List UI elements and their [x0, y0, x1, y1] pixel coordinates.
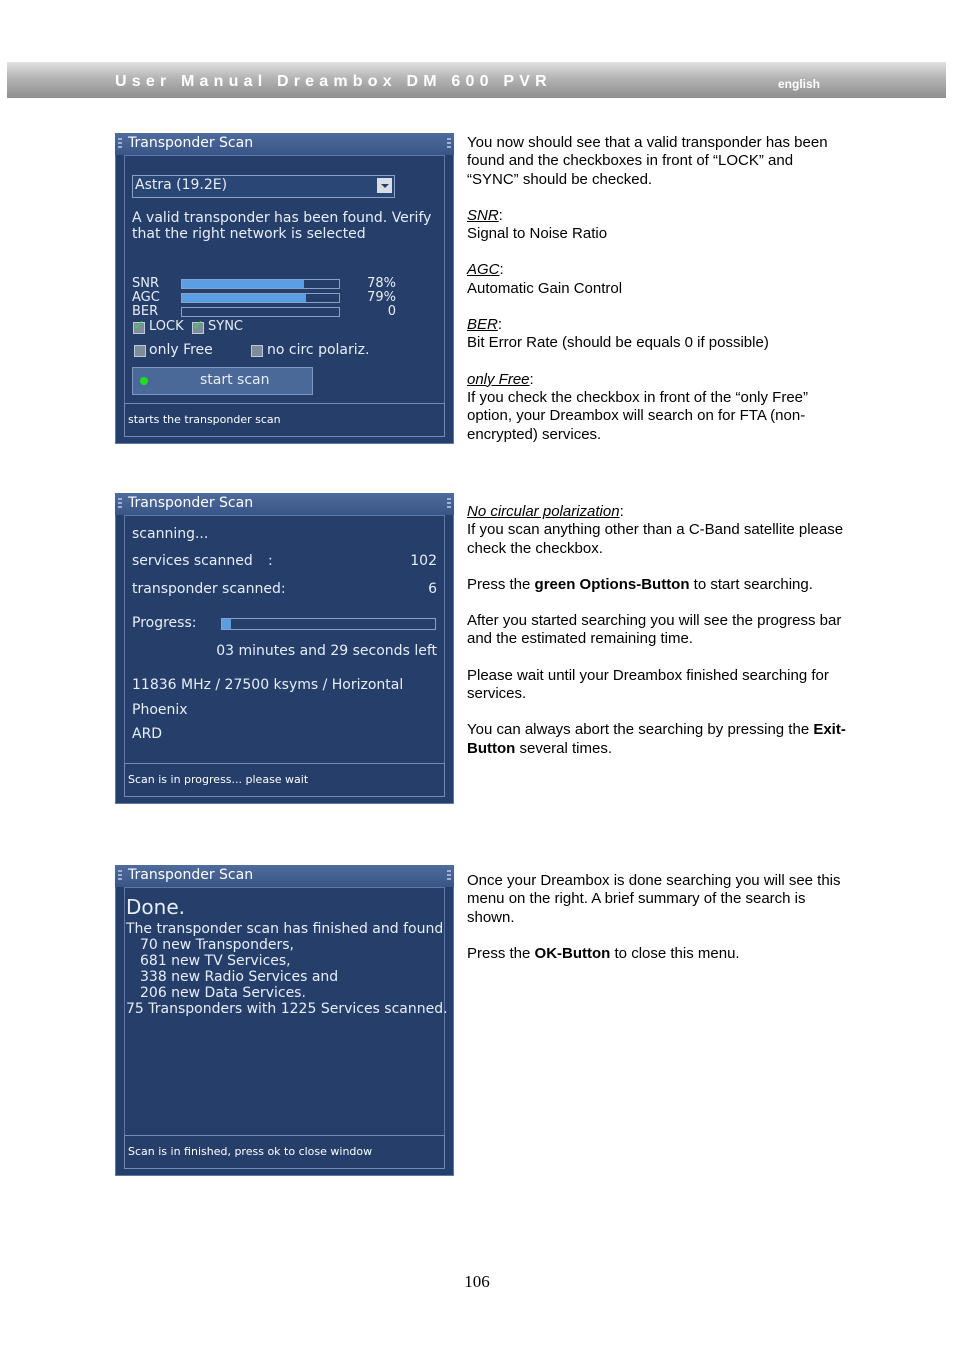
grip-icon — [447, 498, 451, 510]
status-text: starts the transponder scan — [128, 413, 281, 426]
paragraph: Press the OK-Button to close this menu. — [467, 944, 740, 962]
window-title: Transponder Scan — [128, 495, 254, 511]
services-scanned-value: 102 — [410, 553, 437, 569]
grip-icon — [118, 138, 122, 150]
status-text: Scan is in finished, press ok to close window — [128, 1145, 373, 1158]
ber-value: 0 — [387, 304, 396, 319]
paragraph: You can always abort the searching by pressing the Exit-Button several times. — [467, 721, 846, 757]
status-bar — [124, 1135, 445, 1169]
start-scan-button[interactable] — [132, 367, 313, 395]
channel-name: Phoenix — [132, 702, 188, 718]
ber-bar — [181, 307, 340, 317]
summary-line: 681 new TV Services, — [140, 953, 291, 969]
no-circ-polariz-checkbox[interactable] — [251, 345, 263, 357]
transponder-scanned-value: 6 — [428, 581, 437, 597]
window-titlebar — [115, 493, 454, 515]
window-titlebar — [115, 133, 454, 155]
paragraph: If you scan anything other than a C-Band satellite please check the checkbox. — [467, 521, 844, 557]
satellite-value: Astra (19.2E) — [135, 177, 228, 193]
screenshot-transponder-scan-found — [115, 133, 454, 444]
paragraph: Automatic Gain Control — [467, 279, 623, 297]
agc-bar-fill — [182, 294, 306, 302]
no-circ-term: No circular polarization — [467, 503, 620, 520]
agc-bar — [181, 293, 340, 303]
progress-label: Progress: — [132, 615, 197, 631]
no-circ-polariz-label: no circ polariz. — [267, 342, 370, 358]
paragraph: After you started searching you will see the progress bar and the estimated remaining time. — [467, 612, 842, 648]
lock-checkbox[interactable] — [133, 322, 145, 334]
agc-label: AGC — [132, 290, 160, 305]
paragraph: Signal to Noise Ratio — [467, 225, 608, 243]
grip-icon — [447, 870, 451, 882]
summary-line: 75 Transponders with 1225 Services scanned. — [126, 1001, 448, 1017]
snr-bar-fill — [182, 280, 304, 288]
header-language: english — [778, 77, 821, 91]
agc-term: AGC — [467, 261, 500, 279]
window-titlebar — [115, 865, 454, 887]
sync-checkbox[interactable] — [192, 322, 204, 334]
sync-label: SYNC — [208, 319, 243, 334]
services-separator: : — [268, 553, 273, 569]
scanning-text: scanning... — [132, 526, 209, 542]
paragraph: Press the green Options-Button to start searching. — [467, 575, 813, 593]
snr-value: 78% — [367, 276, 396, 291]
lock-label: LOCK — [149, 319, 184, 334]
message-line: that the right network is selected — [132, 226, 366, 242]
status-bar — [124, 763, 445, 797]
grip-icon — [118, 870, 122, 882]
green-button-icon — [140, 377, 148, 385]
header-title: User Manual Dreambox DM 600 PVR — [115, 73, 552, 90]
start-scan-label: start scan — [200, 372, 270, 388]
progress-bar — [221, 618, 436, 630]
time-left: 03 minutes and 29 seconds left — [216, 643, 437, 659]
progress-bar-fill — [222, 619, 231, 629]
status-bar — [124, 403, 445, 437]
satellite-dropdown[interactable] — [132, 175, 395, 198]
snr-bar — [181, 279, 340, 289]
page-header — [7, 62, 946, 98]
grip-icon — [447, 138, 451, 150]
grip-icon — [118, 498, 122, 510]
window-title: Transponder Scan — [128, 135, 254, 151]
services-scanned-label: services scanned — [132, 553, 253, 569]
ber-label: BER — [132, 304, 159, 319]
text-block-3 — [467, 872, 847, 963]
message-line: A valid transponder has been found. Verify — [132, 210, 432, 226]
channel-name: ARD — [132, 726, 163, 742]
only-free-label: only Free — [149, 342, 213, 358]
text-block-2: No circular polarization: If you scan anything other than a C-Band satellite please check the checkbox. Press the green Options-Button to start searching. After you started searching you will see the progress bar and the estimated remaining time. Please wait until your Dreambox finished searching for services. You can always abort the searching by pressing the Exit-Button several times. — [467, 503, 846, 757]
page-number: 106 — [464, 1272, 490, 1291]
frequency-info: 11836 MHz / 27500 ksyms / Horizontal — [132, 677, 404, 693]
text-block-1: You now should see that a valid transponder has been found and the checkboxes in front of “LOCK” and “SYNC” should be checked. SNR: Signal to Noise Ratio AGC: Automatic Gain Control BER: Bit Error Rate (should be equals 0 if possible) only Free: If you check the checkbox in front of the “only Free” option, your Dreambox will search on for FTA (non-encrypted) services. — [467, 134, 847, 444]
only-free-checkbox[interactable] — [134, 345, 146, 357]
window-title: Transponder Scan — [128, 867, 254, 883]
summary-line: 70 new Transponders, — [140, 937, 294, 953]
transponder-scanned-label: transponder scanned: — [132, 581, 286, 597]
paragraph: Bit Error Rate (should be equals 0 if possible) — [467, 334, 769, 352]
paragraph: Once your Dreambox is done searching you will see this menu on the right. A brief summary of the search is shown. — [467, 872, 841, 926]
paragraph: If you check the checkbox in front of the “only Free” option, your Dreambox will search on for FTA (non-encrypted) services. — [467, 388, 809, 443]
chevron-down-icon[interactable] — [377, 178, 392, 193]
agc-value: 79% — [367, 290, 396, 305]
done-heading: Done. — [126, 895, 185, 919]
summary-line: 338 new Radio Services and — [140, 969, 339, 985]
paragraph: Please wait until your Dreambox finished searching for services. — [467, 666, 829, 703]
summary-line: 206 new Data Services. — [140, 985, 306, 1001]
ber-term: BER — [467, 316, 498, 334]
paragraph: You now should see that a valid transponder has been found and the checkboxes in front of “LOCK” and “SYNC” should be checked. — [467, 134, 828, 188]
status-text: Scan is in progress... please wait — [128, 773, 309, 786]
snr-label: SNR — [132, 276, 160, 291]
screenshot-transponder-scan-done — [115, 865, 454, 1176]
summary-line: The transponder scan has finished and found — [126, 921, 444, 937]
snr-term: SNR — [467, 206, 499, 224]
only-free-term: only Free — [467, 370, 530, 388]
screenshot-transponder-scan-progress — [115, 493, 454, 804]
